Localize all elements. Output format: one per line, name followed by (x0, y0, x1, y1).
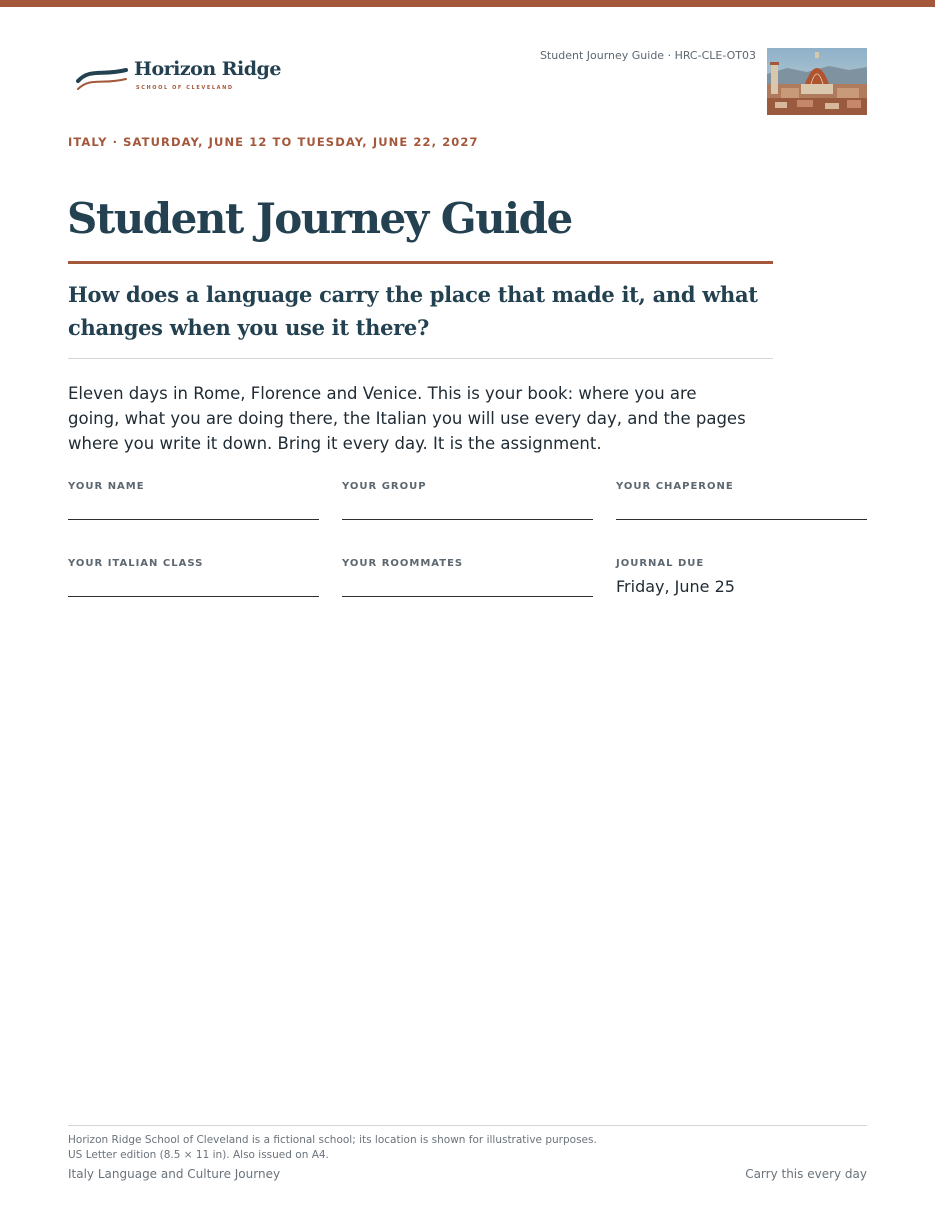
journal-due-date: Friday, June 25 (616, 577, 735, 596)
write-in-line (68, 519, 319, 520)
footer-tagline: Carry this every day (745, 1167, 867, 1181)
footer-divider (68, 1125, 867, 1126)
document-code: Student Journey Guide · HRC-CLE-OT03 (539, 49, 756, 62)
footnote-line: US Letter edition (8.5 × 11 in). Also issued on A4. (68, 1149, 329, 1161)
trip-dateline: ITALY · SATURDAY, JUNE 12 TO TUESDAY, JUNE 22, 2027 (68, 135, 479, 149)
field-label: JOURNAL DUE (616, 558, 705, 569)
intro-paragraph: Eleven days in Rome, Florence and Venice. This is your book: where you are going, what you are doing there, the Italian you will use every day, and the pages where you write it down. Bring it every day. It is the assignment. (68, 384, 746, 453)
field-label: YOUR GROUP (342, 481, 427, 492)
wave-logo-icon (76, 64, 128, 92)
write-in-line (68, 596, 319, 597)
guiding-question: How does a language carry the place that made it, and what changes when you use it there? (68, 282, 758, 340)
footnote-line: Horizon Ridge School of Cleveland is a fictional school; its location is shown for illustrative purposes. (68, 1134, 597, 1146)
page-title: Student Journey Guide (67, 194, 572, 243)
field-label: YOUR ROOMMATES (342, 558, 464, 569)
logo-subtitle: SCHOOL OF CLEVELAND (136, 85, 234, 91)
section-divider (68, 358, 773, 359)
write-in-line (342, 519, 593, 520)
school-logo (76, 58, 281, 98)
field-label: YOUR NAME (68, 481, 145, 492)
field-label: YOUR CHAPERONE (616, 481, 734, 492)
footnote (68, 1133, 597, 1163)
write-in-line (616, 519, 867, 520)
footer-journey-name: Italy Language and Culture Journey (68, 1167, 281, 1181)
florence-photo (767, 48, 867, 115)
field-label: YOUR ITALIAN CLASS (68, 558, 204, 569)
logo-name: Horizon Ridge (134, 58, 281, 80)
top-accent-bar (0, 0, 935, 7)
write-in-line (342, 596, 593, 597)
title-underline (68, 261, 773, 264)
